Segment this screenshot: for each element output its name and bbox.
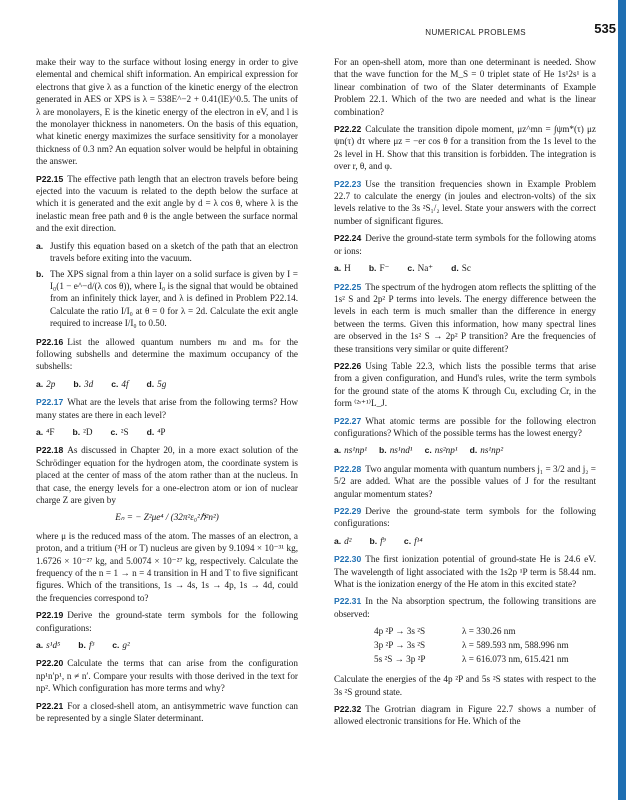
problem-p22-26 (334, 360, 596, 410)
option-list (334, 444, 596, 456)
left-column (36, 56, 298, 730)
problem-p22-20 (36, 657, 298, 694)
problem-p22-22 (334, 123, 596, 173)
option: a. ⁴F (36, 426, 55, 437)
option: b. f⁹ (369, 535, 386, 546)
problem-number: P22.26 (334, 360, 362, 371)
problem-text: Using Table 22.3, which lists the possible terms that arise from a given configuration, and Hund's rules, write the term symbols for the ground state of the atoms K through Cu, excluding Cr, in the form ⁽²ˢ⁺¹⁾L_J. (334, 360, 596, 409)
edge-color-bar (618, 0, 626, 800)
problem-p22-15 (36, 173, 298, 235)
problem-text: Use the transition frequencies shown in Example Problem 22.7 to calculate the energy (in joules and electron-volts) of the six levels relative to the 3s ²S₁/₂ level. State your answers with the correct number of significant figures. (334, 178, 596, 226)
problem-p22-27 (334, 415, 596, 440)
option: b. f³ (78, 640, 95, 651)
problem-number: P22.20 (36, 658, 64, 669)
problem-p22-23 (334, 178, 596, 228)
problem-number: P22.28 (334, 463, 362, 474)
problem-number: P22.23 (334, 178, 362, 189)
problem-number: P22.32 (334, 704, 362, 715)
option: b. 3d (73, 378, 94, 389)
problem-text: As discussed in Chapter 20, in a more exact solution of the Schrödinger equation for the hydrogen atom, the coordinate system is placed at the center of mass of the atom rather than at the nucleus. In that case, the energy levels for a one-electron atom or ion of nuclear charge Z are given by (36, 445, 298, 505)
option-list (334, 262, 596, 274)
problem-text: The Grotrian diagram in Figure 22.7 shows a number of allowed electronic transitions for He. Which of the (334, 704, 596, 727)
problem-p22-30 (334, 553, 596, 590)
option: b. F⁻ (368, 263, 390, 274)
subpart-label: a. (36, 240, 44, 251)
problem-number: P22.17 (36, 397, 64, 408)
option: a. s¹d⁵ (36, 640, 61, 651)
problem-text: Calculate the terms that can arise from the configuration np¹n′p¹, n ≠ n′. Compare your results with those derived in the text for np². Which configuration has more terms and why? (36, 658, 298, 694)
problem-text: What atomic terms are possible for the following electron configurations? Which of the possible terms has the lowest energy? (334, 415, 596, 438)
option: c. ²S (110, 426, 129, 437)
problem-p22-32 (334, 703, 596, 728)
problem-text: For a closed-shell atom, an antisymmetric wave function can be represented by a single Slater determinant. (36, 700, 298, 724)
option: a. d² (334, 535, 352, 546)
page-number: 535 (594, 21, 616, 36)
problem-p22-21 (36, 700, 298, 725)
transition-row: 3p ²P → 3s ²S λ = 589.593 nm, 588.996 nm (374, 640, 569, 651)
problem-p22-24 (334, 232, 596, 257)
option: c. g² (112, 640, 130, 651)
problem-text-continued: Calculate the energies of the 4p ²P and 5s ²S states with respect to the 3s ²S ground state. (334, 674, 596, 697)
option: c. f¹⁴ (403, 535, 423, 546)
energy-equation: Eₙ = − Z²μe⁴ / (32π²ε₀²ℏ²n²) (115, 512, 219, 523)
problem-number: P22.30 (334, 554, 362, 565)
right-column (334, 56, 596, 733)
subpart-b (36, 268, 298, 330)
problem-number: P22.24 (334, 233, 362, 244)
problem-text: Calculate the transition dipole moment, μz^mn = ∫ψm*(τ) μz ψn(τ) dτ where μz = −er cos θ for a transition from the 1s level to the 2s level in H. Show that this transition is forbidden. The integration is over r, θ, and φ. (334, 124, 596, 172)
problem-p22-19 (36, 609, 298, 634)
subpart-label: b. (36, 268, 44, 279)
problem-text: Derive the ground-state term symbols for the following configurations: (334, 506, 596, 529)
problem-text: List the allowed quantum numbers mₗ and mₛ for the following subshells and determine the maximum occupancy of the subshells: (36, 336, 298, 372)
option: b. ²D (72, 426, 93, 437)
problem-text: Two angular momenta with quantum numbers j₁ = 3/2 and j₂ = 5/2 are added. What are the possible values of J for the resultant angular momentum states? (334, 463, 596, 499)
option: d. 5g (146, 378, 167, 389)
option: b. ns¹nd¹ (379, 445, 413, 456)
problem-p22-29 (334, 505, 596, 530)
option: d. Sc (451, 263, 471, 274)
problem-p22-17 (36, 396, 298, 421)
problem-number: P22.22 (334, 124, 362, 135)
option-list (36, 378, 298, 390)
problem-number: P22.25 (334, 281, 362, 292)
option: a. ns¹np¹ (334, 445, 368, 456)
problem-number: P22.29 (334, 506, 362, 516)
continued-problem-text: For an open-shell atom, more than one determinant is needed. Show that the wave function for the M_S = 0 triplet state of He 1s¹2s¹ is a linear combination of two of the Slater determinants of Example Problem 22.1. Which of the two are needed and what is the linear combination? (334, 57, 596, 117)
problem-p22-16 (36, 336, 298, 373)
problem-number: P22.18 (36, 445, 64, 456)
problem-text: Derive the ground-state term symbols for the following atoms or ions: (334, 233, 596, 256)
option: a. H (334, 263, 351, 274)
option-list (36, 639, 298, 651)
problem-number: P22.21 (36, 700, 64, 711)
problem-number: P22.19 (36, 610, 64, 621)
problem-text: The effective path length that an electron travels before being ejected into the vacuum is related to the depth below the surface at which it is generated and the exit angle by d = λ cos θ, where λ is the inelastic mean free path and θ is the angle between the surface normal and the exit direction. (36, 173, 298, 234)
problem-p22-28 (334, 463, 596, 500)
transition-list (374, 625, 596, 667)
option: c. 4f (111, 378, 129, 389)
option: c. ns²np¹ (424, 445, 458, 456)
option-list (334, 535, 596, 547)
transition-row: 4p ²P → 3s ²S λ = 330.26 nm (374, 626, 516, 637)
subpart-a (36, 240, 298, 265)
problem-p22-25 (334, 281, 596, 355)
problem-text: The spectrum of the hydrogen atom reflects the splitting of the 1s² S and 2p² P terms into levels. The energy difference between the levels in each term is much smaller than the difference in energy between the terms. Given this information, how many spectral lines are observed in the 1s² S → 2p² P transition? Are the frequencies of these transitions very similar or quite different? (334, 281, 596, 354)
transition-row: 5s ²S → 3p ²P λ = 616.073 nm, 615.421 nm (374, 654, 569, 665)
problem-text-continued: where μ is the reduced mass of the atom. The masses of an electron, a proton, and a tritium (³H or T) nucleus are given by 9.1094 × 10⁻³¹ kg, 1.6726 × 10⁻²⁷ kg, and 5.0074 × 10⁻²⁷ kg, respectively. Calculate the frequency of the n = 1 → n = 4 transition in H and T to five significant figures. Which of the transitions, 1s → 4s, 1s → 4p, 1s → 4d, could the frequencies correspond to? (36, 530, 298, 603)
problem-number: P22.15 (36, 173, 64, 184)
option: d. ns¹np² (469, 445, 504, 456)
problem-number: P22.27 (334, 415, 362, 426)
option: c. Na⁺ (407, 263, 434, 274)
option-list (36, 426, 298, 438)
problem-text: In the Na absorption spectrum, the following transitions are observed: (334, 596, 596, 619)
subpart-text: Justify this equation based on a sketch of the path that an electron travels before exiting into the vacuum. (50, 240, 298, 264)
subpart-text: The XPS signal from a thin layer on a solid surface is given by I = I₀(1 − e^−d/(λ cos θ)), where I₀ is the signal that would be obtained from an infinitely thick layer, and λ is defined in Problem P22.14. Calculate the ratio I/I₀ at θ = 0 for λ = 2d. Calculate the exit angle required to increase I/I₀ to 0.50. (50, 268, 298, 329)
option: a. 2p (36, 378, 56, 389)
problem-text: Derive the ground-state term symbols for the following configurations: (36, 610, 298, 633)
problem-number: P22.31 (334, 596, 362, 607)
option: d. ⁴P (146, 426, 166, 437)
problem-number: P22.16 (36, 336, 64, 347)
problem-text: The first ionization potential of ground-state He is 24.6 eV. The wavelength of light associated with the 1s2p ¹P term is 58.44 nm. What is the ionization energy of the He atom in this excited state? (334, 554, 596, 590)
problem-p22-18 (36, 444, 298, 506)
problem-text: What are the levels that arise from the following terms? How many states are there in each level? (36, 397, 298, 420)
problem-p22-31 (334, 595, 596, 620)
running-header (0, 21, 626, 40)
running-title: NUMERICAL PROBLEMS (425, 28, 526, 37)
continued-problem-text: make their way to the surface without losing energy in order to give elemental and chemical shift information. An empirical expression for electrons that give λ as a function of the kinetic energy of the electron generated in AES or XPS is λ = 538E^−2 + 0.41(lE)^0.5. The units of λ are monolayers, E is the kinetic energy of the electron in eV, and l is the monolayer thickness in nanometers. On the basis of this equation, what kinetic energy maximizes the surface sensitivity for a monolayer thickness of 0.3 nm? An equation solver would be helpful in obtaining the answer. (36, 57, 298, 167)
